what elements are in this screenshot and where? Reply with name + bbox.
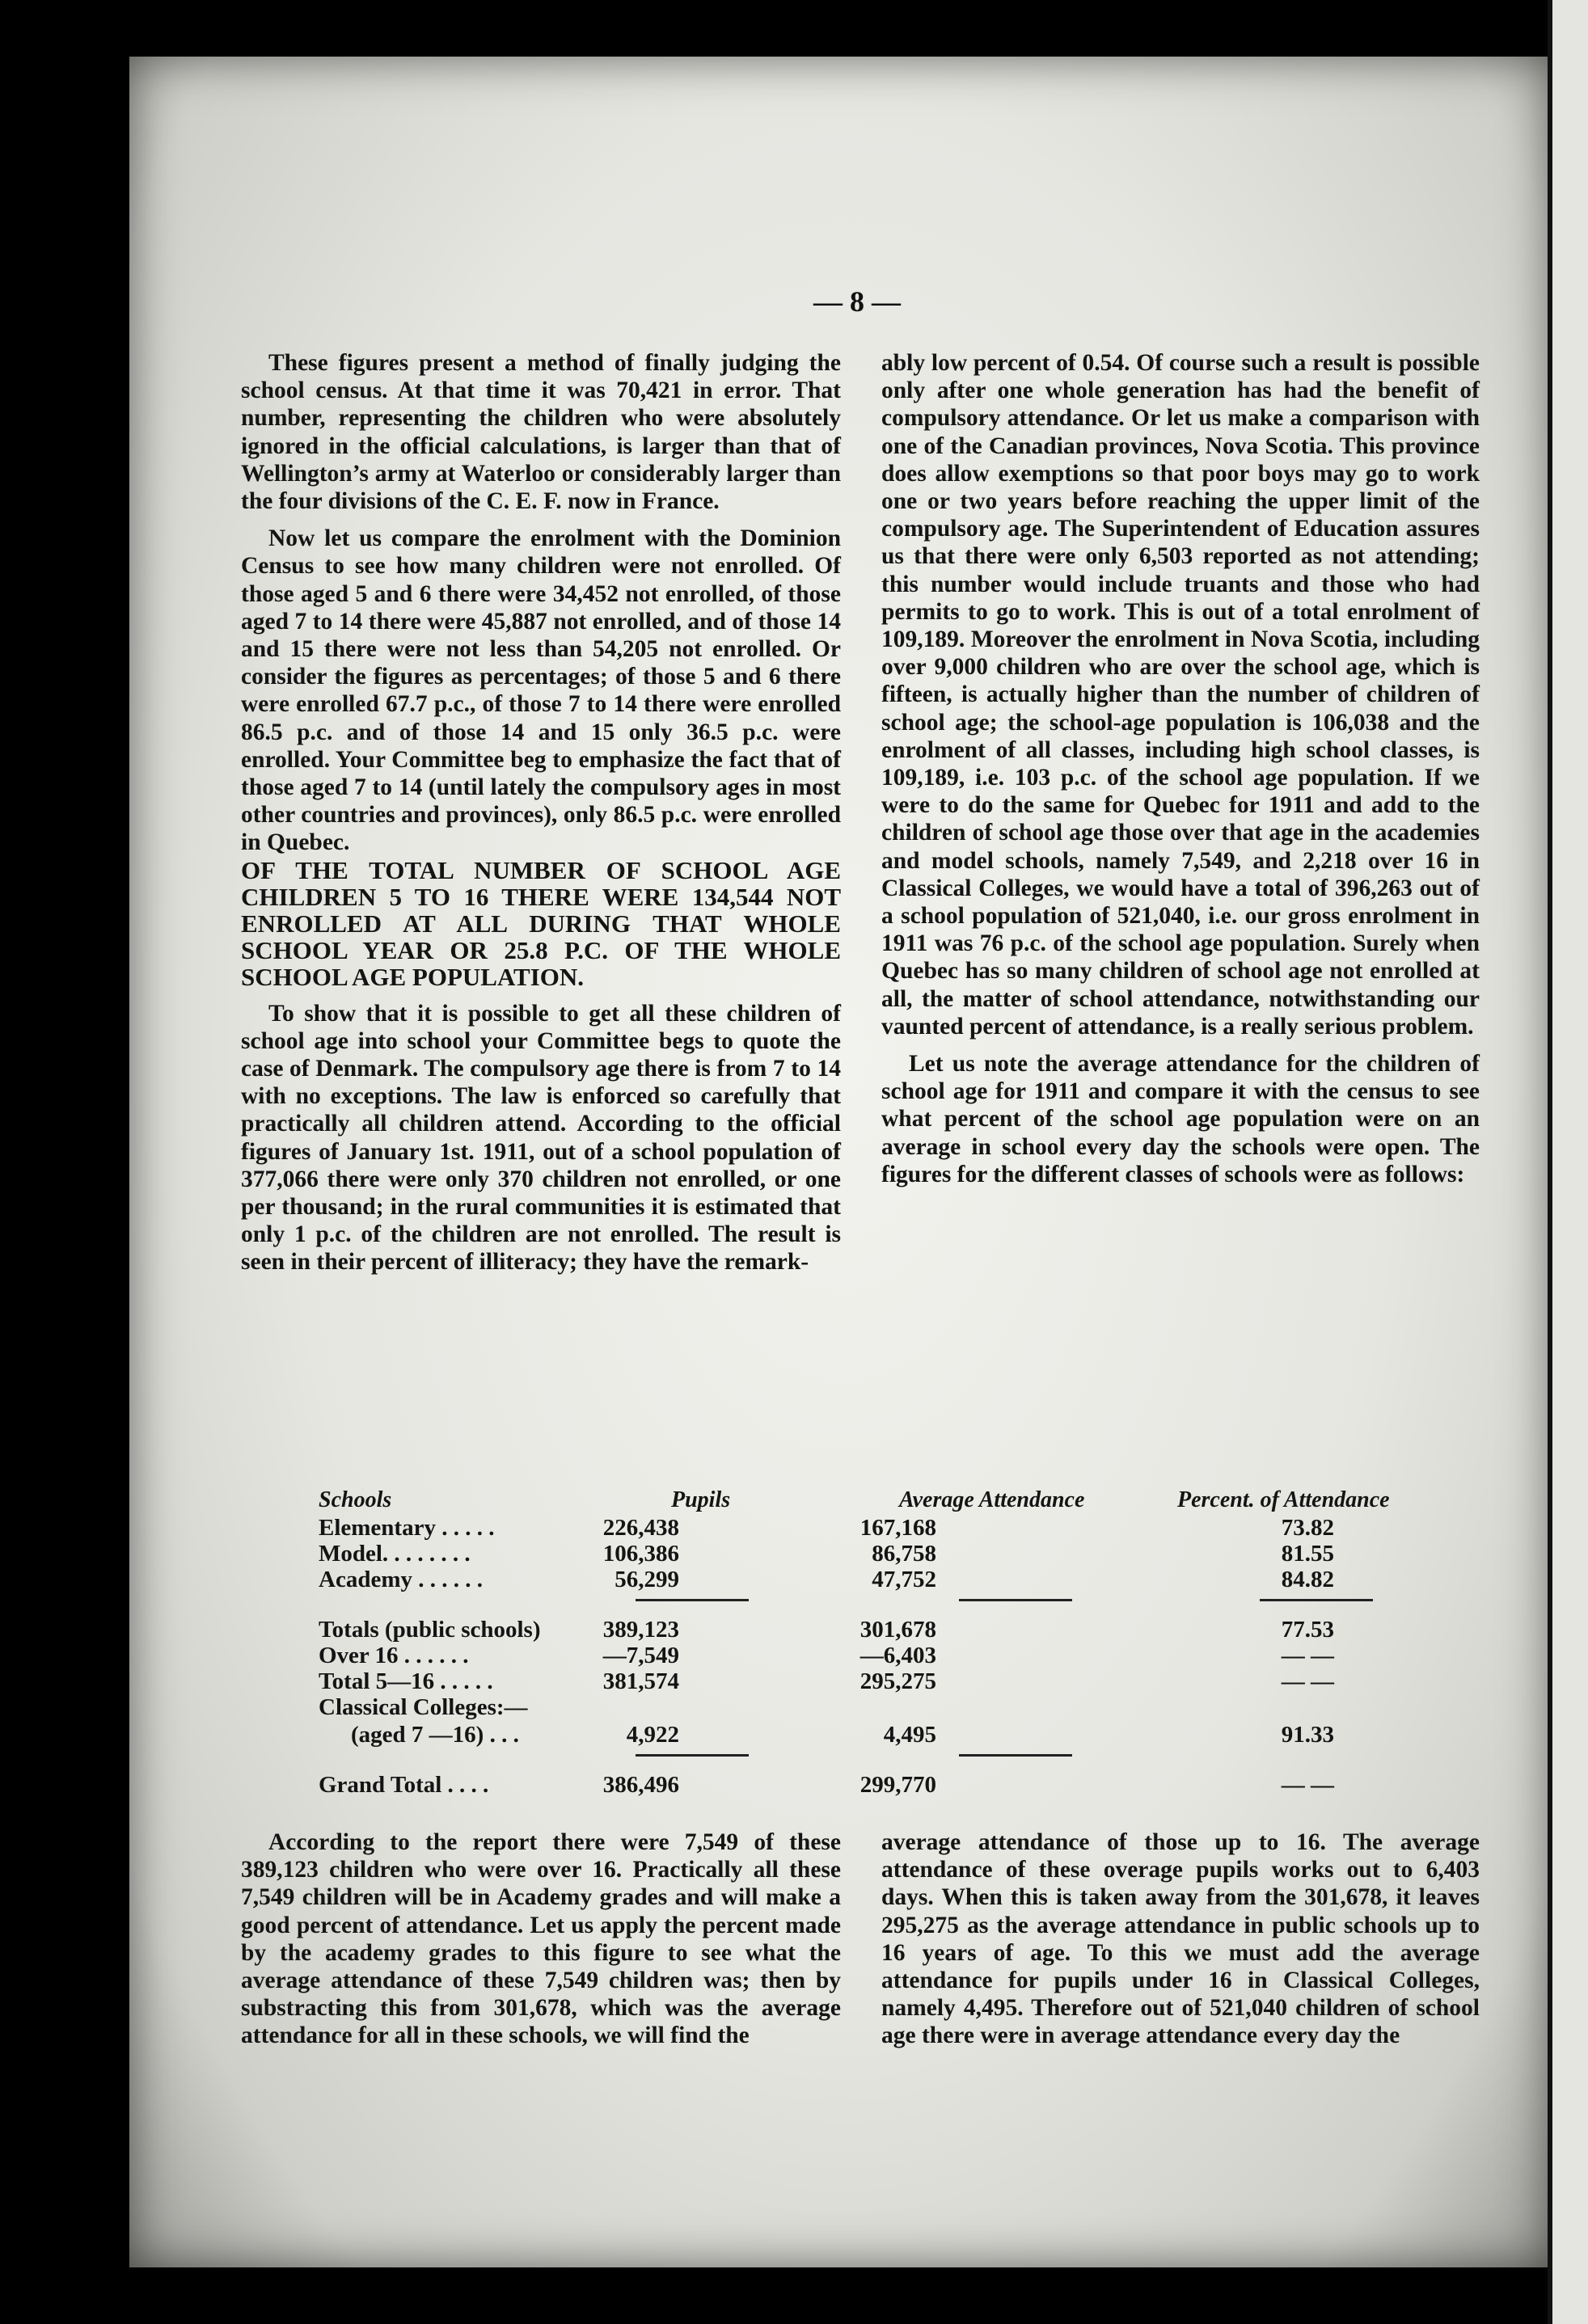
- left-column: [241, 349, 841, 1286]
- sum-rule: [959, 1754, 1072, 1757]
- row-pupils: 106,386: [602, 1541, 679, 1567]
- row-pupils: 386,496: [602, 1772, 679, 1798]
- row-attendance: 167,168: [859, 1515, 936, 1541]
- row-pupils: —7,549: [602, 1643, 679, 1668]
- paragraph: ably low percent of 0.54. Of course such a result is possible only after one whole generation has had the benefit of compulsory attendance. Or let us make a comparison with one of the Canadian provinces, Nova Scotia. This province does allow exemptions so that poor boys may go to work one or two years before reaching the upper limit of the compulsory age. The Superintendent of Education assures us that there were only 6,503 reported as not attending; this number would include truants and those who had permits to go to work. This is out of a total enrolment of 109,189. Moreover the enrolment in Nova Scotia, including over 9,000 children who are over the school age, which is fifteen, is actually higher than the number of children of school age; the school-age population is 106,038 and the enrolment of all classes, including high school classes, is 109,189, i.e. 103 p.c. of the school age population. If we were to do the same for Quebec for 1911 and add to the children of school age those over that age in the academies and model schools, namely 7,549, and 2,218 over 16 in Classical Colleges, we would have a total of 396,263 out of a school population of 521,040, i.e. our gross enrolment in 1911 was 76 p.c. of the school age population. Surely when Quebec has so many children of school age not enrolled at all, the matter of school attendance, notwithstanding our vaunted percent of attendance, is a really serious problem.: [881, 350, 1480, 1040]
- row-percent: 91.33: [1281, 1722, 1334, 1748]
- row-attendance: 86,758: [872, 1541, 936, 1567]
- row-school: Grand Total . . . .: [319, 1772, 489, 1798]
- bottom-right-column: [881, 1828, 1480, 2060]
- page-number: — 8 —: [813, 285, 901, 318]
- row-pupils: 226,438: [602, 1515, 679, 1541]
- row-school: Academy . . . . . .: [319, 1567, 483, 1592]
- row-attendance: 295,275: [859, 1668, 936, 1694]
- row-school: (aged 7 —16) . . .: [351, 1722, 519, 1748]
- paragraph: Let us note the average attendance for the children of school age for 1911 and compare it with the census to see what percent of the school age population were on an average in school every day the schools were open. The figures for the different classes of schools were as follows:: [881, 1051, 1480, 1187]
- sum-rule: [1260, 1599, 1373, 1601]
- row-pupils: 56,299: [615, 1567, 679, 1592]
- attendance-table: [315, 1487, 1463, 1827]
- row-attendance: 4,495: [883, 1722, 936, 1748]
- row-attendance: 299,770: [859, 1772, 936, 1798]
- table-header-percent: Percent. of Attendance: [1177, 1487, 1390, 1512]
- sum-rule: [636, 1599, 749, 1601]
- row-percent: 77.53: [1281, 1617, 1334, 1643]
- row-school: Elementary . . . . .: [319, 1515, 495, 1541]
- row-percent: — —: [1281, 1772, 1334, 1798]
- row-pupils: 4,922: [626, 1722, 679, 1748]
- paragraph: average attendance of those up to 16. The average attendance of these overage pupils works out to 6,403 days. When this is taken away from the 301,678, it leaves 295,275 as the average attendance in public schools up to 16 years of age. To this we must add the average attendance for pupils under 16 in Classical Colleges, namely 4,495. Therefore out of 521,040 children of school age there were in average attendance every day the: [881, 1829, 1480, 2049]
- row-percent: 84.82: [1281, 1567, 1334, 1592]
- row-attendance: —6,403: [859, 1643, 936, 1668]
- paragraph: To show that it is possible to get all these children of school age into school your Committee begs to quote the case of Denmark. The compulsory age there is from 7 to 14 with no exceptions. The law is enforced so carefully that practically all children attend. According to the official figures of January 1st. 1911, out of a school population of 377,066 there were only 370 children not enrolled, or one per thousand; in the rural communities it is estimated that only 1 p.c. of the children are not enrolled. The result is seen in their percent of illiteracy; they have the remark-: [241, 1000, 841, 1276]
- row-school: Totals (public schools): [319, 1617, 541, 1643]
- row-attendance: 301,678: [859, 1617, 936, 1643]
- paragraph: According to the report there were 7,549 of these 389,123 children who were over 16. Practically all these 7,549 children will be in Academy grades and will make a good percent of attendance. Let us apply the percent made by the academy grades to this figure to see what the average attendance of these 7,549 children was; then by substracting this from 301,678, which was the average attendance for all in these schools, we will find the: [241, 1829, 841, 2049]
- table-header-attendance: Average Attendance: [899, 1487, 1085, 1512]
- bottom-left-column: [241, 1828, 841, 2060]
- right-column: [881, 349, 1480, 1198]
- table-header-schools: Schools: [319, 1487, 392, 1512]
- paragraph: Now let us compare the enrolment with the Dominion Census to see how many children were not enrolled. Of those aged 5 and 6 there were 34,452 not enrolled, of those aged 7 to 14 there were 45,887 not enrolled, and of those 14 and 15 there were not less than 54,205 not enrolled. Or consider the figures as percentages; of those 5 and 6 there were enrolled 67.7 p.c., of those 7 to 14 there were enrolled 86.5 p.c. and of those 14 and 15 only 36.5 p.c. were enrolled. Your Committee beg to emphasize the fact that of those aged 7 to 14 (until lately the compulsory ages in most other countries and provinces), only 86.5 p.c. were enrolled in Quebec.: [241, 525, 841, 856]
- row-school: Over 16 . . . . . .: [319, 1643, 469, 1668]
- adjacent-page-edge: [1548, 0, 1588, 2324]
- sum-rule: [636, 1754, 749, 1757]
- row-school: Model. . . . . . . .: [319, 1541, 471, 1567]
- caps-paragraph: OF THE TOTAL NUMBER OF SCHOOL AGE CHILDREN 5 TO 16 THERE WERE 134,544 NOT ENROLLED AT ALL DURING THAT WHOLE SCHOOL YEAR OR 25.8 P.C. OF THE WHOLE SCHOOL AGE POPULATION.: [241, 855, 841, 991]
- row-pupils: 389,123: [602, 1617, 679, 1643]
- row-percent: 81.55: [1281, 1541, 1334, 1567]
- paragraph: These figures present a method of finally judging the school census. At that time it was 70,421 in error. That number, representing the children who were absolutely ignored in the official calculations, is larger than that of Wellington’s army at Waterloo or considerably larger than the four divisions of the C. E. F. now in France.: [241, 350, 841, 515]
- row-attendance: 47,752: [872, 1567, 936, 1592]
- row-school: Total 5—16 . . . . .: [319, 1668, 493, 1694]
- table-header-pupils: Pupils: [671, 1487, 731, 1512]
- row-school: Classical Colleges:—: [319, 1694, 528, 1720]
- row-percent: — —: [1281, 1668, 1334, 1694]
- row-pupils: 381,574: [602, 1668, 679, 1694]
- row-percent: — —: [1281, 1643, 1334, 1668]
- row-percent: 73.82: [1281, 1515, 1334, 1541]
- sum-rule: [959, 1599, 1072, 1601]
